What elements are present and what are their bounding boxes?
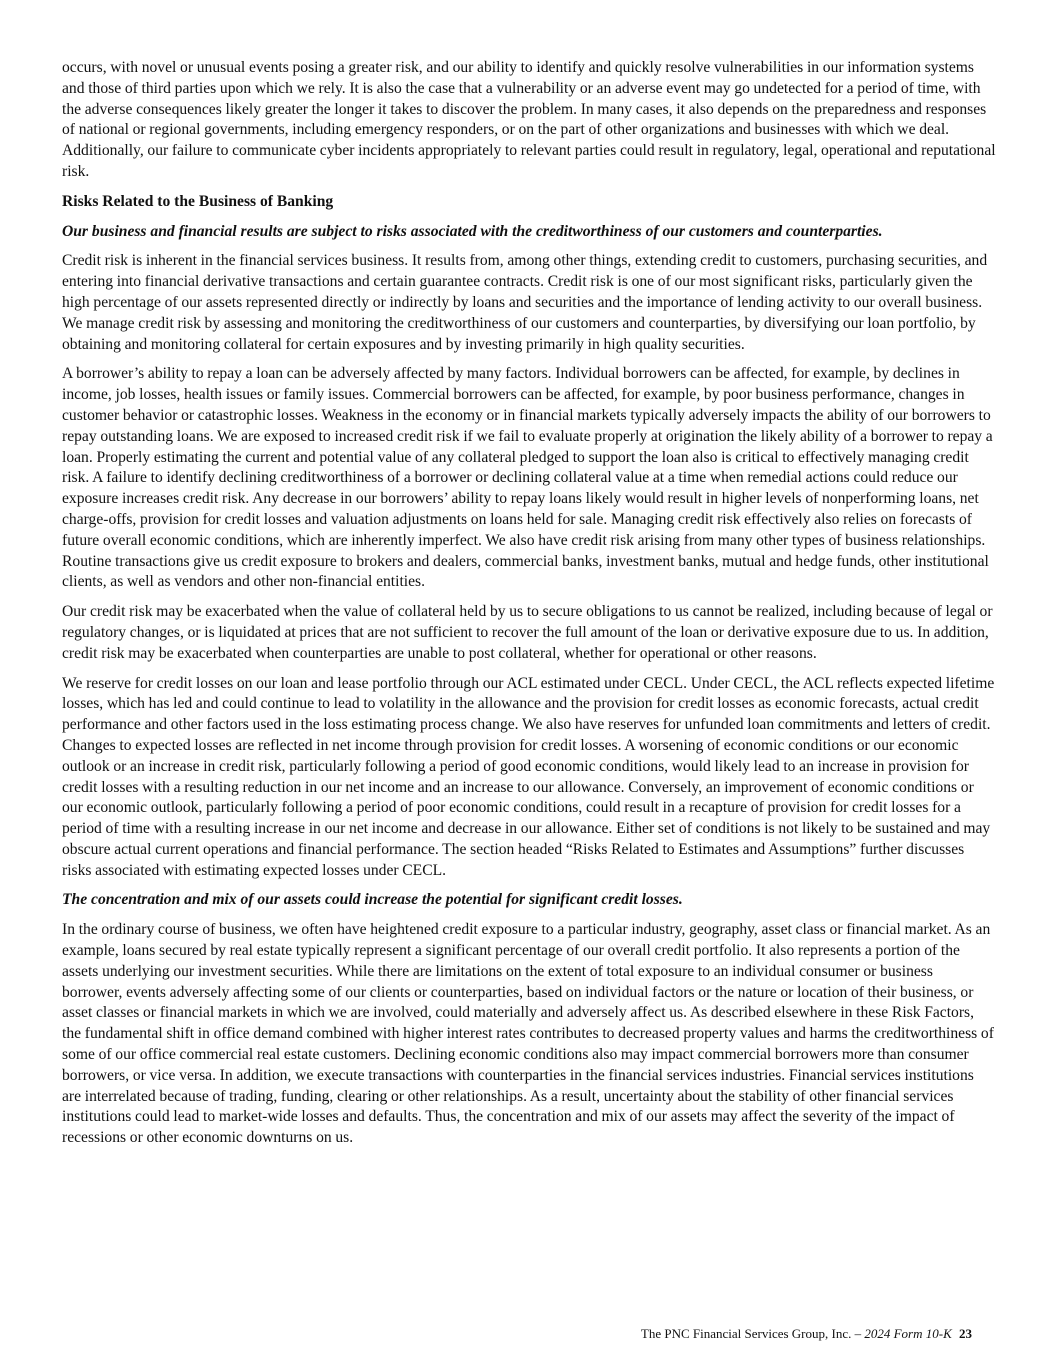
paragraph-credit-risk: Credit risk is inherent in the financial services business. It results from, among other things, extending credit to customers, purchasing securities, and entering into financial derivative transactions and certain guarantee contracts. Credit risk is one of our most significant risks, particularly given the high percentage of our assets represented directly or indirectly by loans and securities and the importance of lending activity to our overall business. We manage credit risk by assessing and monitoring the creditworthiness of our customers and counterparties, by diversifying our loan portfolio, by obtaining and monitoring collateral for certain exposures and by investing primarily in high quality securities. [62,252,988,353]
risk-heading-creditworthiness: Our business and financial results are subject to risks associated with the creditworthiness of our customers and counterparties. [62,222,883,240]
section-heading: Risks Related to the Business of Banking [62,192,334,210]
paragraph-collateral: Our credit risk may be exacerbated when the value of collateral held by us to secure obligations to us cannot be realized, including because of legal or regulatory changes, or is liquidated at prices that are not sufficient to recover the full amount of the loan or derivative exposure due to us. In addition, credit risk may be exacerbated when counterparties are unable to post collateral, whether for operational or other reasons. [62,603,993,662]
page-footer [641,1326,972,1342]
risk-heading-concentration: The concentration and mix of our assets could increase the potential for significant credit losses. [62,891,683,909]
footer-form: 2024 Form 10-K [864,1326,952,1341]
footer-company: The PNC Financial Services Group, Inc. – [640,1326,862,1341]
document-page [62,58,996,1158]
page-number: 23 [959,1326,972,1341]
paragraph-borrower-ability: A borrower’s ability to repay a loan can be adversely affected by many factors. Individual borrowers can be affected, for example, by declines in income, job losses, health issues or family issues. Commercial borrowers can be affected, for example, by poor business performance, changes in customer behavior or catastrophic losses. Weakness in the economy or in financial markets typically adversely impacts the ability of our borrowers to repay outstanding loans. We are exposed to increased credit risk if we fail to evaluate properly at origination the likely ability of a borrower to repay a loan. Properly estimating the current and potential value of any collateral pledged to support the loan also is critical to effectively managing credit risk. A failure to identify declining creditworthiness of a borrower or declining collateral value at a time when remedial actions could reduce our exposure increases credit risk. Any decrease in our borrowers’ ability to repay loans likely would result in higher levels of nonperforming loans, net charge-offs, provision for credit losses and valuation adjustments on loans held for sale. Managing credit risk effectively also relies on forecasts of future overall economic conditions, which are inherently imperfect. We also have credit risk arising from many other types of business relationships. Routine transactions give us credit exposure to brokers and dealers, commercial banks, investment banks, mutual and hedge funds, other institutional clients, as well as vendors and other non-financial entities. [62,365,993,591]
paragraph-cyber-incidents: occurs, with novel or unusual events posing a greater risk, and our ability to identify and quickly resolve vulnerabilities in our information systems and those of third parties upon which we rely. It is also the case that a vulnerability or an adverse event may go undetected for a period of time, with the adverse consequences likely greater the longer it takes to discover the problem. In many cases, it also depends on the preparedness and responses of national or regional governments, including emergency responders, or on the part of other organizations and businesses with which we deal. Additionally, our failure to communicate cyber incidents appropriately to relevant parties could result in regulatory, legal, operational and reputational risk. [62,59,996,180]
paragraph-cecl-reserve: We reserve for credit losses on our loan and lease portfolio through our ACL estimated under CECL. Under CECL, the ACL reflects expected lifetime losses, which has led and could continue to lead to volatility in the allowance and the provision for credit losses as economic forecasts, actual credit performance and other factors used in the loss estimating process change. We also have reserves for unfunded loan commitments and letters of credit. Changes to expected losses are reflected in net income through provision for credit losses. A worsening of economic conditions or our economic outlook or an increase in credit risk, particularly following a period of good economic conditions, would likely lead to an increase in provision for credit losses with a resulting reduction in our net income and an increase to our allowance. Conversely, an improvement of economic conditions or our economic outlook, particularly following a period of poor economic conditions, could result in a recapture of provision for credit losses for a period of time with a resulting increase in our net income and decrease in our allowance. Either set of conditions is not likely to be sustained and may obscure actual current operations and financial performance. The section headed “Risks Related to Estimates and Assumptions” further discusses risks associated with estimating expected losses under CECL. [62,674,995,879]
paragraph-concentration: In the ordinary course of business, we often have heightened credit exposure to a particular industry, geography, asset class or financial market. As an example, loans secured by real estate typically represent a significant percentage of our overall credit portfolio. It also represents a portion of the assets underlying our investment securities. While there are limitations on the extent of total exposure to an individual consumer or business borrower, events adversely affecting some of our clients or counterparties, based on individual factors or the nature or location of their business, or asset classes or financial markets in which we are involved, could materially and adversely affect us. As described elsewhere in these Risk Factors, the fundamental shift in office demand combined with higher interest rates contributes to decreased property values and harms the creditworthiness of some of our office commercial real estate customers. Declining economic conditions also may impact commercial borrowers more than consumer borrowers, or vice versa. In addition, we execute transactions with counterparties in the financial services industries. Financial services institutions are interrelated because of trading, funding, clearing or other relationships. As a result, uncertainty about the stability of other financial services institutions could lead to market-wide losses and defaults. Thus, the concentration and mix of our assets may affect the severity of the impact of recessions or other economic downturns on us. [62,921,994,1147]
